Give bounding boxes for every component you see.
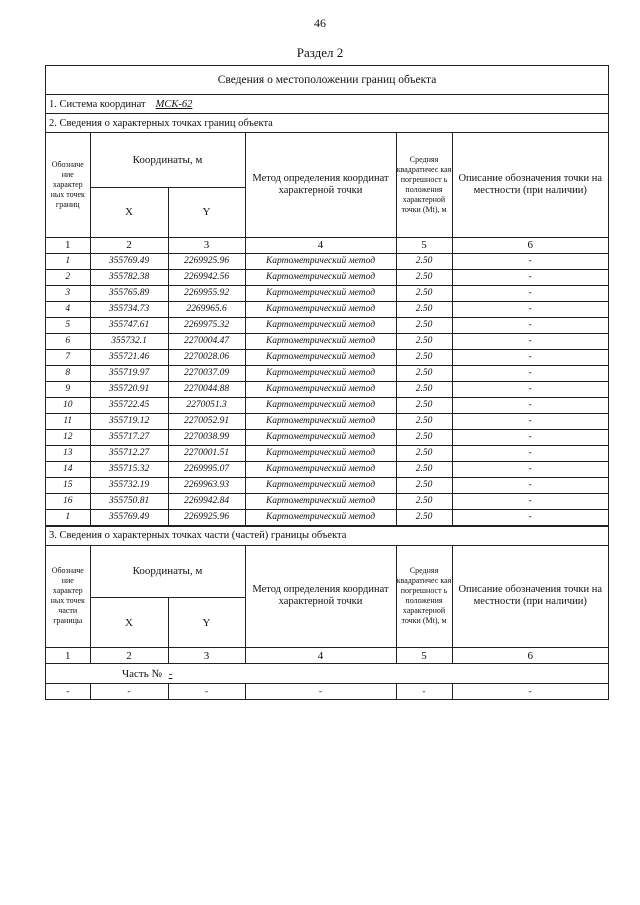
point-y: 2269963.93 xyxy=(168,477,245,493)
point-y: 2269925.96 xyxy=(168,253,245,269)
points-section-heading: 2. Сведения о характерных точках границ объекта xyxy=(46,114,609,133)
point-description: - xyxy=(452,397,608,413)
point-method: Картометрический метод xyxy=(245,253,396,269)
point-x: 355732.19 xyxy=(90,477,168,493)
points-header-description: Описание обозначения точки на местности (при наличии) xyxy=(452,133,608,237)
points-header-y: Y xyxy=(168,187,245,237)
point-y: 2269925.96 xyxy=(168,509,245,525)
point-method: Картометрический метод xyxy=(245,365,396,381)
point-mt: 2.50 xyxy=(396,493,452,509)
point-method: Картометрический метод xyxy=(245,349,396,365)
point-id: 3 xyxy=(46,285,90,301)
point-description: - xyxy=(452,493,608,509)
table-row xyxy=(46,269,608,285)
point-method: Картометрический метод xyxy=(245,477,396,493)
point-x: 355719.12 xyxy=(90,413,168,429)
parts-col-number-5: 5 xyxy=(396,648,452,664)
point-mt: 2.50 xyxy=(396,365,452,381)
point-x: 355765.89 xyxy=(90,285,168,301)
table-row xyxy=(46,477,608,493)
point-y: 2270028.06 xyxy=(168,349,245,365)
point-mt: 2.50 xyxy=(396,317,452,333)
parts-col-number-6: 6 xyxy=(452,648,608,664)
point-mt: 2.50 xyxy=(396,285,452,301)
coordinate-system-value: МСК-62 xyxy=(155,98,193,110)
point-x: 355719.97 xyxy=(90,365,168,381)
point-x: 355722.45 xyxy=(90,397,168,413)
points-header-mt: Средняя квадратичес кая погрешност ь положения характерной точки (Mt), м xyxy=(396,133,452,237)
point-id: 12 xyxy=(46,429,90,445)
point-id: 4 xyxy=(46,301,90,317)
point-id: 7 xyxy=(46,349,90,365)
col-number-1: 1 xyxy=(46,237,90,253)
point-x: 355715.32 xyxy=(90,461,168,477)
parts-header-designation: Обозначе ние характер ных точек части границы xyxy=(46,546,90,648)
point-description: - xyxy=(452,381,608,397)
point-description: - xyxy=(452,461,608,477)
point-x: 355712.27 xyxy=(90,445,168,461)
table-row xyxy=(46,413,608,429)
point-y: 2270004.47 xyxy=(168,333,245,349)
part-row-cell-6: - xyxy=(452,684,608,700)
point-method: Картометрический метод xyxy=(245,445,396,461)
coordinate-system-label: 1. Система координат xyxy=(49,98,146,110)
parts-header-description: Описание обозначения точки на местности (при наличии) xyxy=(452,546,608,648)
document-frame xyxy=(45,65,609,700)
part-row-cell-3: - xyxy=(168,684,245,700)
parts-section-heading: 3. Сведения о характерных точках части (частей) границы объекта xyxy=(46,526,609,545)
point-y: 2270037.09 xyxy=(168,365,245,381)
point-description: - xyxy=(452,477,608,493)
point-method: Картометрический метод xyxy=(245,381,396,397)
points-header-designation: Обозначе ние характер ных точек границ xyxy=(46,133,90,237)
parts-header-y: Y xyxy=(168,598,245,648)
point-mt: 2.50 xyxy=(396,477,452,493)
col-number-5: 5 xyxy=(396,237,452,253)
table-row xyxy=(46,381,608,397)
point-x: 355747.61 xyxy=(90,317,168,333)
point-x: 355769.49 xyxy=(90,509,168,525)
table-row xyxy=(46,429,608,445)
table-row xyxy=(46,461,608,477)
parts-table xyxy=(46,546,608,701)
part-row-cell-2: - xyxy=(90,684,168,700)
point-method: Картометрический метод xyxy=(245,493,396,509)
parts-col-number-4: 4 xyxy=(245,648,396,664)
point-x: 355734.73 xyxy=(90,301,168,317)
point-y: 2270038.99 xyxy=(168,429,245,445)
point-id: 6 xyxy=(46,333,90,349)
point-method: Картометрический метод xyxy=(245,413,396,429)
point-method: Картометрический метод xyxy=(245,461,396,477)
point-y: 2269942.56 xyxy=(168,269,245,285)
point-method: Картометрический метод xyxy=(245,333,396,349)
point-y: 2270001.51 xyxy=(168,445,245,461)
point-y: 2269965.6 xyxy=(168,301,245,317)
point-description: - xyxy=(452,365,608,381)
col-number-3: 3 xyxy=(168,237,245,253)
table-row xyxy=(46,397,608,413)
point-method: Картометрический метод xyxy=(245,509,396,525)
point-y: 2269975.32 xyxy=(168,317,245,333)
point-id: 11 xyxy=(46,413,90,429)
point-description: - xyxy=(452,349,608,365)
point-mt: 2.50 xyxy=(396,445,452,461)
col-number-2: 2 xyxy=(90,237,168,253)
part-number-label: Часть № xyxy=(122,667,162,680)
point-mt: 2.50 xyxy=(396,301,452,317)
point-id: 14 xyxy=(46,461,90,477)
point-x: 355717.27 xyxy=(90,429,168,445)
point-method: Картометрический метод xyxy=(245,429,396,445)
parts-col-number-3: 3 xyxy=(168,648,245,664)
part-row-cell-4: - xyxy=(245,684,396,700)
part-row-cell-5: - xyxy=(396,684,452,700)
point-id: 1 xyxy=(46,253,90,269)
point-y: 2270051.3 xyxy=(168,397,245,413)
point-id: 8 xyxy=(46,365,90,381)
point-x: 355721.46 xyxy=(90,349,168,365)
point-description: - xyxy=(452,413,608,429)
point-mt: 2.50 xyxy=(396,269,452,285)
point-id: 1 xyxy=(46,509,90,525)
point-x: 355750.81 xyxy=(90,493,168,509)
col-number-4: 4 xyxy=(245,237,396,253)
point-y: 2269942.84 xyxy=(168,493,245,509)
point-description: - xyxy=(452,317,608,333)
point-method: Картометрический метод xyxy=(245,317,396,333)
parts-col-number-2: 2 xyxy=(90,648,168,664)
table-row xyxy=(46,509,608,525)
points-table xyxy=(46,133,608,526)
part-row-cell-1: - xyxy=(46,684,90,700)
point-description: - xyxy=(452,429,608,445)
point-y: 2270044.88 xyxy=(168,381,245,397)
point-y: 2270052.91 xyxy=(168,413,245,429)
point-id: 16 xyxy=(46,493,90,509)
parts-header-method: Метод определения координат характерной точки xyxy=(245,546,396,648)
point-mt: 2.50 xyxy=(396,509,452,525)
point-method: Картометрический метод xyxy=(245,285,396,301)
table-row xyxy=(46,285,608,301)
point-x: 355769.49 xyxy=(90,253,168,269)
point-description: - xyxy=(452,253,608,269)
point-mt: 2.50 xyxy=(396,381,452,397)
point-description: - xyxy=(452,445,608,461)
table-row xyxy=(46,445,608,461)
parts-col-number-1: 1 xyxy=(46,648,90,664)
parts-header-x: X xyxy=(90,598,168,648)
point-description: - xyxy=(452,333,608,349)
point-mt: 2.50 xyxy=(396,429,452,445)
point-mt: 2.50 xyxy=(396,461,452,477)
point-x: 355782.38 xyxy=(90,269,168,285)
table-row xyxy=(46,301,608,317)
table-row xyxy=(46,365,608,381)
part-number-value: - xyxy=(168,667,173,680)
parts-header-coords: Координаты, м xyxy=(90,546,245,598)
point-id: 13 xyxy=(46,445,90,461)
table-row xyxy=(46,317,608,333)
table-row xyxy=(46,349,608,365)
point-mt: 2.50 xyxy=(396,253,452,269)
point-id: 9 xyxy=(46,381,90,397)
point-id: 15 xyxy=(46,477,90,493)
point-id: 5 xyxy=(46,317,90,333)
points-header-coords: Координаты, м xyxy=(90,133,245,187)
point-mt: 2.50 xyxy=(396,333,452,349)
col-number-6: 6 xyxy=(452,237,608,253)
point-x: 355720.91 xyxy=(90,381,168,397)
section-title: Раздел 2 xyxy=(296,45,344,60)
page-number: 46 xyxy=(314,16,326,30)
point-mt: 2.50 xyxy=(396,397,452,413)
point-method: Картометрический метод xyxy=(245,301,396,317)
point-x: 355732.1 xyxy=(90,333,168,349)
point-id: 10 xyxy=(46,397,90,413)
point-y: 2269995.07 xyxy=(168,461,245,477)
point-id: 2 xyxy=(46,269,90,285)
coordinate-system-line xyxy=(46,95,609,114)
table-row xyxy=(46,253,608,269)
part-number-row xyxy=(46,664,608,684)
point-method: Картометрический метод xyxy=(245,269,396,285)
points-header-x: X xyxy=(90,187,168,237)
point-mt: 2.50 xyxy=(396,349,452,365)
point-y: 2269955.92 xyxy=(168,285,245,301)
parts-header-mt: Средняя квадратичес кая погрешност ь положения характерной точки (Mt), м xyxy=(396,546,452,648)
point-description: - xyxy=(452,285,608,301)
point-description: - xyxy=(452,269,608,285)
point-method: Картометрический метод xyxy=(245,397,396,413)
point-description: - xyxy=(452,301,608,317)
table-row xyxy=(46,333,608,349)
table-row xyxy=(46,493,608,509)
point-mt: 2.50 xyxy=(396,413,452,429)
points-header-method: Метод определения координат характерной точки xyxy=(245,133,396,237)
document-title: Сведения о местоположении границ объекта xyxy=(46,66,609,95)
point-description: - xyxy=(452,509,608,525)
